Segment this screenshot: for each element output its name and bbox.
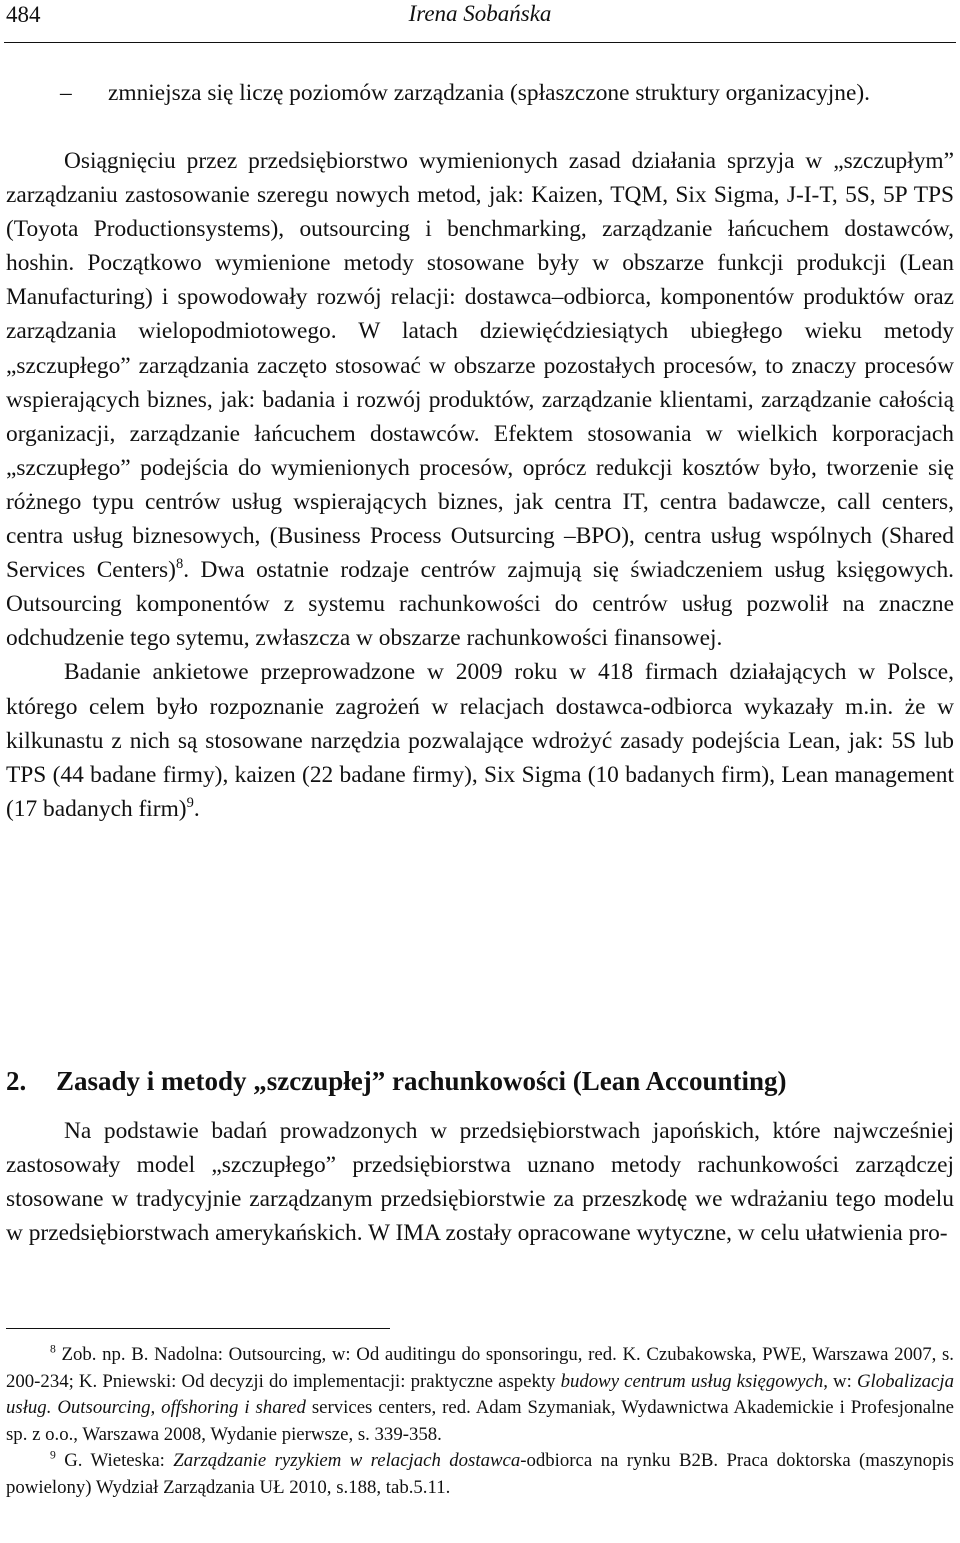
footnote-divider [6, 1328, 390, 1329]
list-item-text: zmniejsza się liczę poziomów zarządzania (spłaszczone struktury organizacyjne). [108, 80, 871, 106]
footnote-ref-9[interactable]: 9 [186, 794, 194, 811]
footnote-ref-8[interactable]: 8 [175, 556, 184, 573]
footnote-text: Zob. np. B. Nadolna: Outsourcing, w: Od auditingu do sponsoringu, red. K. Czubakowska, PWE, Warszawa 2007, s. 200-234; K. Pniewski: Od decyzji do implementacji: praktyczne aspekty [6, 1344, 954, 1392]
running-title: Irena Sobańska [408, 1, 552, 26]
section-number: 2. [6, 1066, 27, 1096]
footnote-italic: budowy centrum usług księgowych [560, 1370, 824, 1392]
list-item [6, 76, 954, 110]
paragraph-1-tail: . Dwa ostatnie rodzaje centrów zajmują się świadczeniem usług księgowych. Outsourcing komponentów z systemu rachunkowości do centrów usług pozwolił na znaczne odchudzenie tego sytemu, zwłaszcza w obszarze rachunkowości finansowej. [6, 557, 954, 652]
footnote-number: 9 [50, 1449, 56, 1463]
footnote-italic: Globalizacja usług. Outsourcing, offshoring i shared [6, 1370, 954, 1419]
section-title: Zasady i metody „szczupłej” rachunkowości (Lean Accounting) [56, 1066, 787, 1096]
paragraph-2-tail: . [193, 795, 200, 822]
footnote-9 [6, 1448, 954, 1501]
footnote-text: -odbiorca na rynku B2B. Praca doktorska (maszynopis powielony) Wydział Zarządzania UŁ 2010, s.188, tab.5.11. [6, 1450, 954, 1498]
section-heading [6, 1062, 954, 1100]
section-paragraph: Na podstawie badań prowadzonych w przedsiębiorstwach japońskich, które najwcześniej zastosowały model „szczupłego” przedsiębiorstwa uznano metody rachunkowości zarządczej stosowane w tradycyjnie zarządzanym przedsiębiorstwie za przeszkodę we wdrażaniu tego modelu w przedsiębiorstwach amerykańskich. W IMA zostały opracowane wytyczne, w celu ułatwienia pro- [6, 1118, 954, 1247]
page-number: 484 [6, 2, 41, 27]
paragraph-2-text: Badanie ankietowe przeprowadzone w 2009 roku w 418 firmach działających w Polsce, którego celem było rozpoznanie zagrożeń w relacjach dostawca-odbiorca wykazały m.in. że w kilkunastu z nich są stosowane narzędzia pozwalające wdrożyć zasady podejścia Lean, jak: 5S lub TPS (44 badane firmy), kaizen (22 badane firmy), Six Sigma (10 badanych firm), Lean management (17 badanych firm) [6, 659, 954, 822]
footnotes [6, 1342, 954, 1502]
footnote-8 [6, 1342, 954, 1448]
paragraph-1 [6, 144, 954, 655]
footnote-text: services centers, red. Adam Szymaniak, Wydawnictwa Akademickie i Profesjonalne sp. z o.o., Warszawa 2008, Wydanie pierwsze, s. 339-358. [6, 1397, 955, 1445]
paragraph-2 [6, 655, 954, 825]
footnote-text: G. Wieteska: [64, 1450, 174, 1472]
main-text [6, 144, 954, 826]
dash-bullet: – [60, 80, 72, 106]
footnote-number: 8 [50, 1342, 56, 1356]
section-text [6, 1114, 954, 1250]
page-header [4, 0, 956, 43]
footnote-italic: Zarządzanie ryzykiem w relacjach dostawca [173, 1450, 521, 1472]
paragraph-1-text: Osiągnięciu przez przedsiębiorstwo wymienionych zasad działania sprzyja w „szczupłym” zarządzaniu zastosowanie szeregu nowych metod, jak: Kaizen, TQM, Six Sigma, J-I-T, 5S, 5P TPS (Toyota Productionsystems), outsourcing i benchmarking, zarządzanie łańcuchem dostawców, hoshin. Początkowo wymienione metody stosowane były w obszarze funkcji produkcji (Lean Manufacturing) i spowodowały rozwój relacji: dostawca–odbiorca, komponentów produktów oraz zarządzania wielopodmiotowego. W latach dziewięćdziesiątych ubiegłego wieku metody „szczupłego” zarządzania zaczęto stosować w obszarze pozostałych procesów, to znaczy procesów wspierających biznes, jak: badania i rozwój produktów, zarządzanie klientami, zarządzanie całością organizacji, zarządzanie łańcuchem dostawców. Efektem stosowania w wielkich korporacjach „szczupłego” podejścia do wymienionych procesów, oprócz redukcji kosztów było, tworzenie się różnego typu centrów usług wspierających biznes, jak centra IT, centra badawcze, call centers, centra usług biznesowych, (Business Process Outsurcing –BPO), centra usług wspólnych (Shared Services Centers) [6, 148, 954, 584]
footnote-text: , w: [823, 1370, 857, 1392]
